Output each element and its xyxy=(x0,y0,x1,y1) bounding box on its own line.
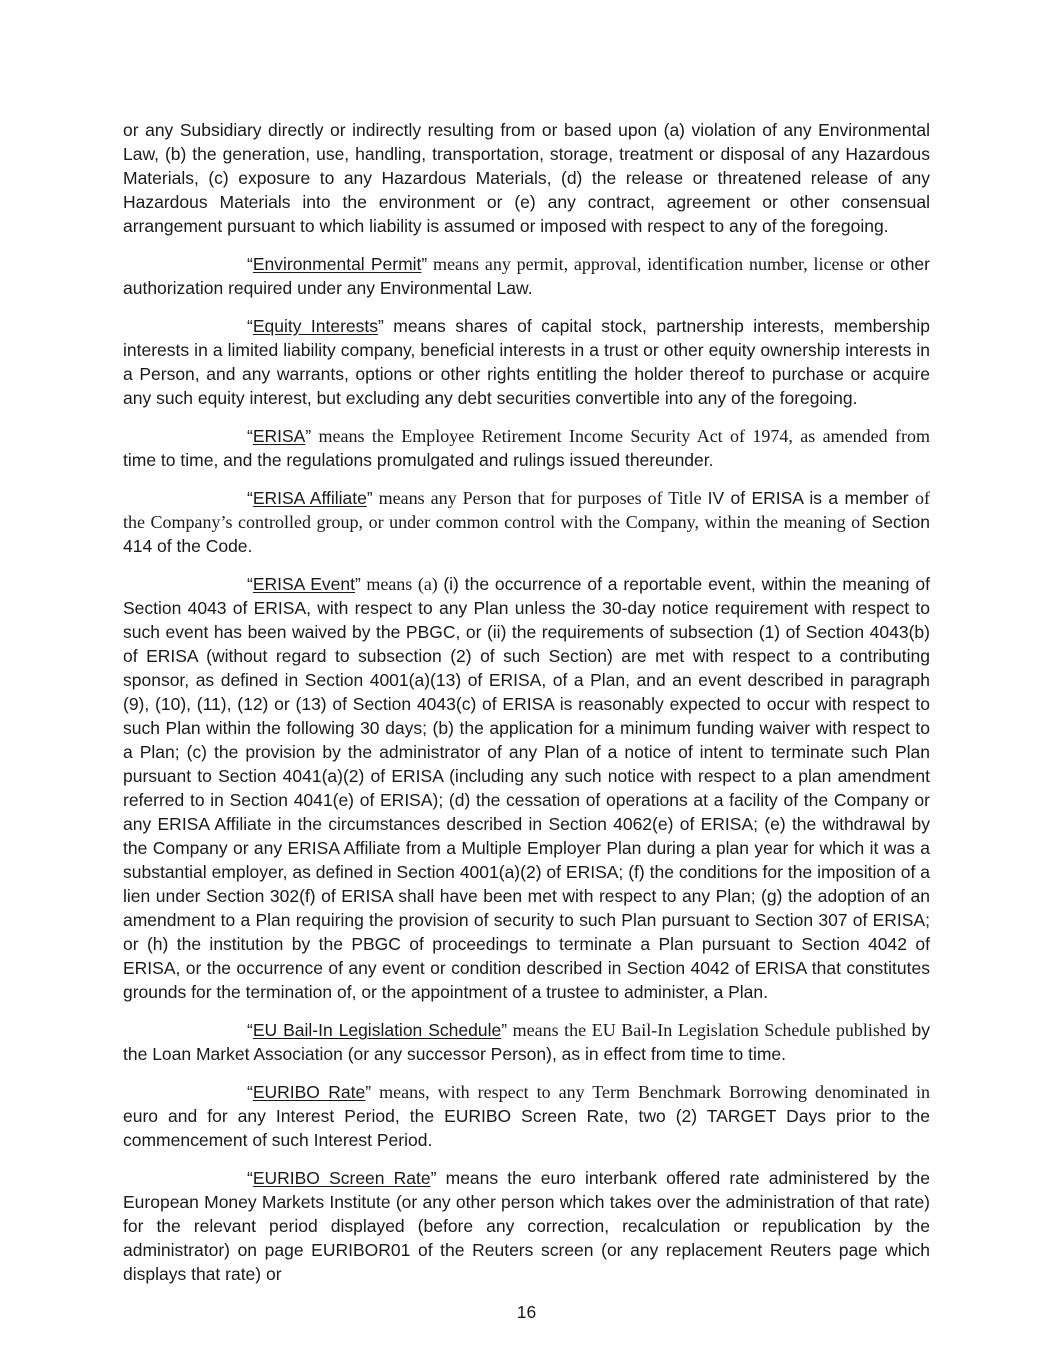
paragraph-text: means the euro interbank offered rate administered by the European Money Markets Institute (or any other person which takes over the administration of that rate) for the relevant period displayed (before any correction, recalculation or republication by the administrator) on page EURIBOR01 of the Reuters screen (or any replacement Reuters page which displays that rate) or xyxy=(123,1168,930,1284)
quote-close: ” xyxy=(378,316,384,336)
definition-eu-bail-in-legislation-schedule xyxy=(123,1018,930,1066)
paragraph-text: means shares of capital stock, partnership interests, membership interests in a limited liability company, beneficial interests in a trust or other equity ownership interests in a Person, and any warrants, options or other rights entitling the holder thereof to purchase or acquire any such equity interest, but excluding any debt securities convertible into any of the foregoing. xyxy=(123,316,931,408)
paragraph-text: means, with respect to any Term Benchmark Borrowing denominated in xyxy=(371,1082,930,1102)
quote-close: ” xyxy=(421,254,428,274)
paragraph-continuation xyxy=(123,118,930,238)
defined-term: EU Bail-In Legislation Schedule xyxy=(252,1020,502,1040)
defined-term: ERISA Event xyxy=(252,574,355,594)
paragraph-text: IV of ERISA is a member xyxy=(707,488,915,508)
quote-open: “ xyxy=(247,1020,253,1040)
quote-open: “ xyxy=(247,1168,253,1188)
paragraph-text: means any permit, approval, identification number, license or xyxy=(427,254,891,274)
paragraph-text: means (a) xyxy=(360,574,444,594)
definition-erisa xyxy=(123,424,930,472)
quote-close: ” xyxy=(355,574,361,594)
quote-open: “ xyxy=(247,488,253,508)
definition-euribo-screen-rate xyxy=(123,1166,930,1286)
paragraph-text: means the Employee Retirement Income Security Act of 1974, as amended from xyxy=(311,426,930,446)
defined-term: ERISA xyxy=(252,426,306,446)
paragraph-text: means the EU Bail-In Legislation Schedule published xyxy=(507,1020,912,1040)
quote-close: ” xyxy=(305,426,312,446)
definition-erisa-event xyxy=(123,572,930,1004)
defined-term: EURIBO Screen Rate xyxy=(252,1168,431,1188)
paragraph-text: other authorization required under any Environmental Law. xyxy=(123,254,930,298)
quote-open: “ xyxy=(247,254,253,274)
paragraph-text: (i) the occurrence of a reportable event, within the meaning of Section 4043 of ERISA, with respect to any Plan unless the 30-day notice requirement with respect to such event has been waived by the PBGC, or (ii) the requirements of subsection (1) of Section 4043(b) of ERISA (without regard to subsection (2) of such Section) are met with respect to a contributing sponsor, as defined in Section 4001(a)(13) of ERISA, of a Plan, and an event described in paragraph (9), (10), (11), (12) or (13) of Section 4043(c) of ERISA is reasonably expected to occur with respect to such Plan within the following 30 days; (b) the application for a minimum funding waiver with respect to a Plan; (c) the provision by the administrator of any Plan of a notice of intent to terminate such Plan pursuant to Section 4041(a)(2) of ERISA (including any such notice with respect to a plan amendment referred to in Section 4041(e) of ERISA); (d) the cessation of operations at a facility of the Company or any ERISA Affiliate in the circumstances described in Section 4062(e) of ERISA; (e) the withdrawal by the Company or any ERISA Affiliate from a Multiple Employer Plan during a plan year for which it was a substantial employer, as defined in Section 4001(a)(2) of ERISA; (f) the conditions for the imposition of a lien under Section 302(f) of ERISA shall have been met with respect to any Plan; (g) the adoption of an amendment to a Plan requiring the provision of security to such Plan pursuant to Section 307 of ERISA; or (h) the institution by the PBGC of proceedings to terminate a Plan pursuant to Section 4042 of ERISA, or the occurrence of any event or condition described in Section 4042 of ERISA that constitutes grounds for the termination of, or the appointment of a trustee to administer, a Plan. xyxy=(123,574,930,1002)
page-number: 16 xyxy=(516,1302,537,1322)
quote-close: ” xyxy=(430,1168,437,1188)
definition-equity-interests xyxy=(123,314,930,410)
quote-open: “ xyxy=(247,426,253,446)
defined-term: Environmental Permit xyxy=(252,254,422,274)
defined-term: Equity Interests xyxy=(252,316,379,336)
definition-euribo-rate xyxy=(123,1080,930,1152)
paragraph-text: of the Company’s controlled group, or under common control with the Company, within the meaning of xyxy=(123,488,930,532)
quote-close: ” xyxy=(501,1020,508,1040)
quote-open: “ xyxy=(247,574,253,594)
definition-erisa-affiliate xyxy=(123,486,930,558)
paragraph-text: Section 414 of the Code. xyxy=(123,512,930,556)
paragraph-text: by the Loan Market Association (or any successor Person), as in effect from time to time. xyxy=(123,1020,930,1064)
quote-close: ” xyxy=(366,488,373,508)
quote-open: “ xyxy=(247,1082,253,1102)
defined-term: EURIBO Rate xyxy=(252,1082,366,1102)
paragraph-text: or any Subsidiary directly or indirectly resulting from or based upon (a) violation of any Environmental Law, (b) the generation, use, handling, transportation, storage, treatment or disposal of any Hazardous Materials, (c) exposure to any Hazardous Materials, (d) the release or threatened release of any Hazardous Materials into the environment or (e) any contract, agreement or other consensual arrangement pursuant to which liability is assumed or imposed with respect to any of the foregoing. xyxy=(123,120,930,236)
quote-open: “ xyxy=(247,316,253,336)
paragraph-text: means any Person that for purposes of Title xyxy=(372,488,708,508)
quote-close: ” xyxy=(365,1082,372,1102)
defined-term: ERISA Affiliate xyxy=(252,488,367,508)
paragraph-text: euro and for any Interest Period, the EURIBO Screen Rate, two (2) TARGET Days prior to the commencement of such Interest Period. xyxy=(123,1106,930,1150)
definition-environmental-permit xyxy=(123,252,930,300)
paragraph-text: time to time, and the regulations promulgated and rulings issued thereunder. xyxy=(123,450,714,470)
